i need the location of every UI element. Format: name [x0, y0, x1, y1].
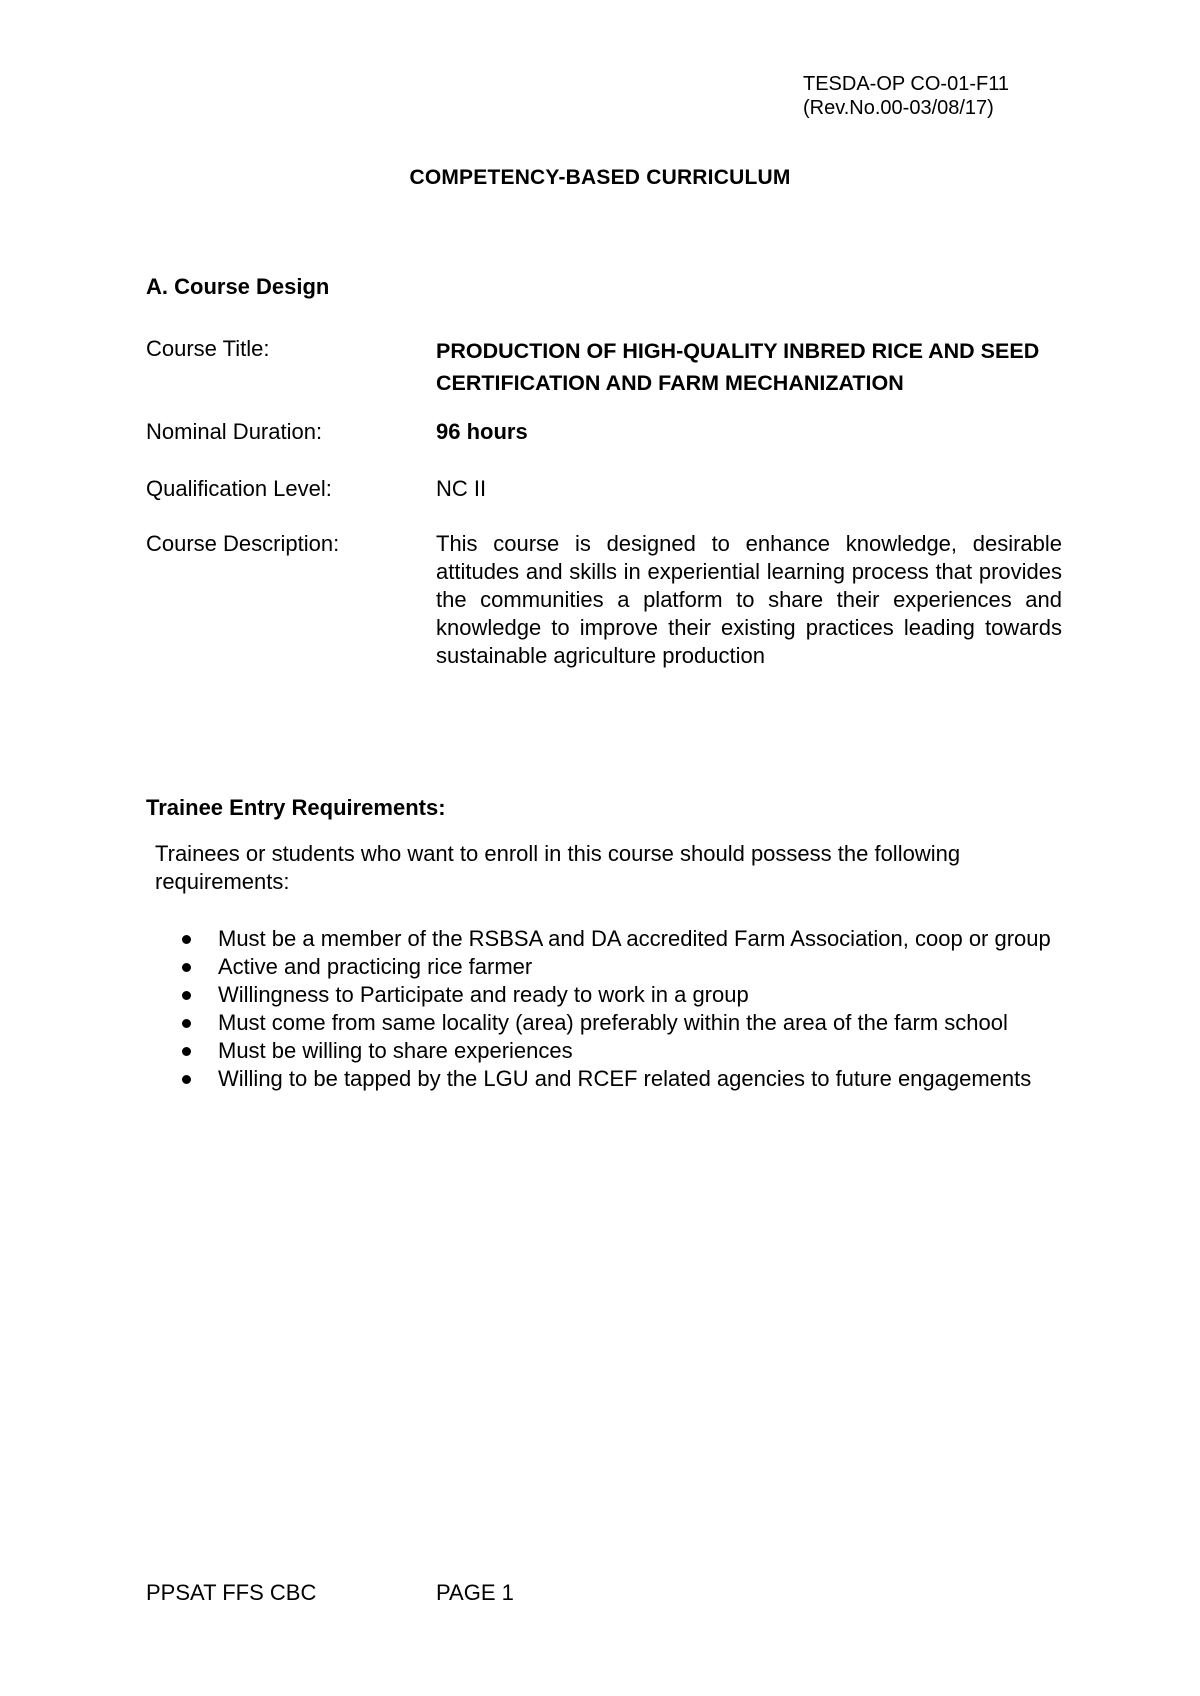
- requirement-text: Must be a member of the RSBSA and DA accredited Farm Association, coop or group: [218, 926, 1051, 951]
- bullet-icon: [182, 1019, 191, 1028]
- requirement-text: Must be willing to share experiences: [218, 1038, 573, 1063]
- document-title: COMPETENCY-BASED CURRICULUM: [409, 166, 791, 189]
- nominal-duration-label: Nominal Duration:: [146, 419, 323, 444]
- bullet-icon: [182, 963, 191, 972]
- requirement-text: Must come from same locality (area) preferably within the area of the farm school: [218, 1010, 1008, 1035]
- list-item: [180, 953, 1060, 981]
- bullet-icon: [182, 935, 191, 944]
- form-code: TESDA-OP CO-01-F11: [803, 73, 1009, 95]
- requirement-text: Willingness to Participate and ready to work in a group: [218, 982, 749, 1007]
- course-description-value: This course is designed to enhance knowledge, desirable attitudes and skills in experiential learning process that provides the communities a platform to share their experiences and knowledge to improve their existing practices leading towards sustainable agriculture production: [436, 531, 1062, 668]
- qualification-level-label: Qualification Level:: [146, 476, 332, 501]
- list-item: [180, 1009, 1060, 1037]
- revision-number: (Rev.No.00-03/08/17): [803, 97, 994, 119]
- bullet-icon: [182, 1075, 191, 1084]
- entry-requirements-heading: Trainee Entry Requirements:: [146, 795, 446, 820]
- list-item: [180, 1065, 1060, 1093]
- course-title-value: PRODUCTION OF HIGH-QUALITY INBRED RICE AND SEED CERTIFICATION AND FARM MECHANIZATION: [436, 339, 1040, 395]
- nominal-duration-value: 96 hours: [436, 419, 528, 444]
- course-title-label: Course Title:: [146, 336, 270, 361]
- entry-requirements-intro: Trainees or students who want to enroll in this course should possess the following requirements:: [155, 841, 961, 894]
- entry-requirements-list: [180, 925, 1060, 1093]
- list-item: [180, 1037, 1060, 1065]
- footer-document-id: PPSAT FFS CBC: [146, 1580, 317, 1605]
- bullet-icon: [182, 1047, 191, 1056]
- list-item: [180, 981, 1060, 1009]
- requirement-text: Willing to be tapped by the LGU and RCEF related agencies to future engagements: [218, 1066, 1032, 1091]
- course-description-label: Course Description:: [146, 531, 340, 556]
- footer-page-number: PAGE 1: [436, 1580, 514, 1605]
- list-item: [180, 925, 1060, 953]
- course-design-heading: A. Course Design: [146, 274, 330, 299]
- qualification-level-value: NC II: [436, 476, 487, 501]
- bullet-icon: [182, 991, 191, 1000]
- form-code-header: [803, 72, 1009, 120]
- requirement-text: Active and practicing rice farmer: [218, 954, 533, 979]
